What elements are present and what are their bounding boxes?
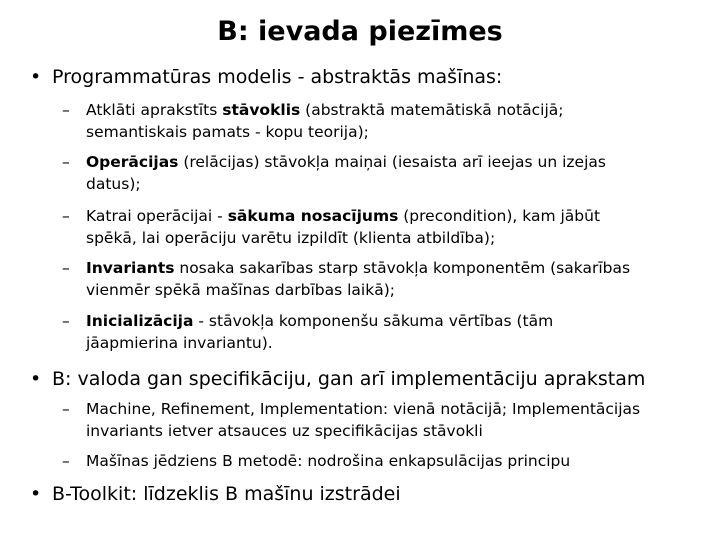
text-run: invariants ietver atsauces uz specifikācijas stāvokli [86, 422, 483, 440]
sub-item-line [86, 257, 712, 279]
text-run: (relācijas) stāvokļa maiņai (iesaista arī ieejas un izejas [178, 153, 606, 171]
bold-term: Invariants [86, 259, 175, 277]
text-run: vienmēr spēkā mašīnas darbības laikā); [86, 281, 395, 299]
bold-term: sākuma nosacījums [227, 207, 399, 225]
sub-item-text [86, 151, 712, 195]
dash-icon: – [62, 207, 70, 225]
text-run: Katrai operācijai - [86, 207, 228, 225]
text-run: - stāvokļa komponenšu sākuma vērtības (tām [193, 312, 554, 330]
sub-item-line [86, 279, 712, 301]
bullet-text: B-Toolkit: līdzeklis B mašīnu izstrādei [52, 483, 401, 505]
text-run: spēkā, lai operāciju varētu izpildīt (klienta atbildība); [86, 229, 496, 247]
sub-item-line [86, 227, 712, 249]
dash-icon: – [62, 400, 70, 418]
bold-term: stāvoklis [222, 101, 301, 119]
bullet-text: Programmatūras modelis - abstraktās mašīnas: [52, 66, 503, 88]
dash-icon: – [62, 312, 70, 330]
bold-term: Inicializācija [86, 312, 194, 330]
dash-icon: – [62, 153, 70, 171]
text-run: Atklāti aprakstīts [86, 101, 223, 119]
sub-item-line [86, 310, 712, 332]
dash-icon: – [62, 452, 70, 470]
sub-item-text [86, 450, 712, 472]
bold-term: Operācijas [86, 153, 179, 171]
sub-item-line [86, 205, 712, 227]
sub-item-text [86, 257, 712, 301]
text-run: jāapmierina invariantu). [86, 334, 273, 352]
text-run: nosaka sakarības starp stāvokļa komponentēm (sakarības [174, 259, 631, 277]
sub-item-text [86, 99, 712, 143]
sub-item-line [86, 420, 712, 442]
sub-item-line [86, 151, 712, 173]
bullet-icon: • [30, 368, 42, 390]
bullet-icon: • [30, 483, 42, 505]
text-run: Machine, Refinement, Implementation: vienā notācijā; Implementācijas [86, 400, 641, 418]
sub-item-line [86, 332, 712, 354]
dash-icon: – [62, 259, 70, 277]
bullet-icon: • [30, 66, 42, 88]
sub-item-text [86, 310, 712, 354]
text-run: datus); [86, 175, 141, 193]
sub-item-line [86, 450, 712, 472]
sub-item-text [86, 205, 712, 249]
sub-item-line [86, 173, 712, 195]
sub-item-line [86, 99, 712, 121]
sub-item-line [86, 121, 712, 143]
bullet-text: B: valoda gan specifikāciju, gan arī implementāciju aprakstam [52, 368, 646, 390]
text-run: semantiskais pamats - kopu teorija); [86, 123, 369, 141]
text-run: (abstraktā matemātiskā notācijā; [300, 101, 564, 119]
dash-icon: – [62, 101, 70, 119]
text-run: Mašīnas jēdziens B metodē: nodrošina enkapsulācijas principu [86, 452, 571, 470]
sub-item-line [86, 398, 712, 420]
slide-title: B: ievada piezīmes [217, 16, 503, 47]
text-run: (precondition), kam jābūt [398, 207, 601, 225]
sub-item-text [86, 398, 712, 442]
